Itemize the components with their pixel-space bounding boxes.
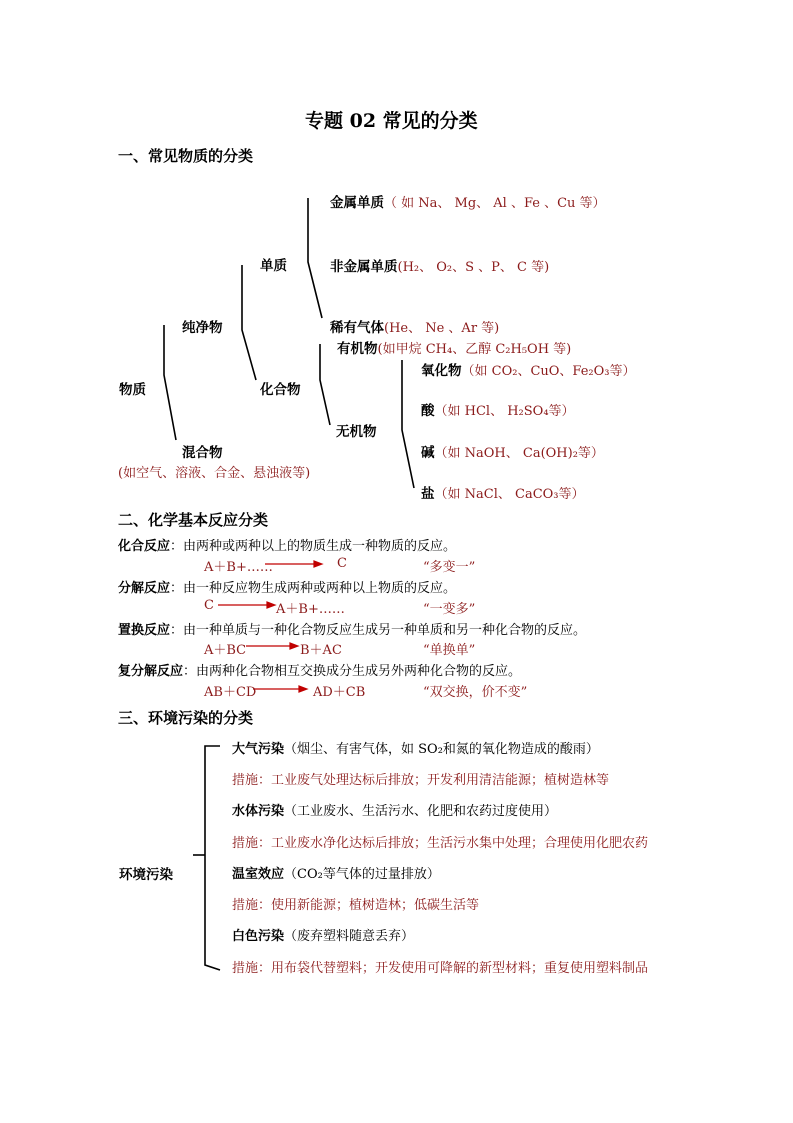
oxide-label: 氧化物 (421, 363, 462, 379)
pollution-measure: 措施：工业废水净化达标后排放；生活污水集中处理；合理使用化肥农药 (232, 836, 649, 851)
reaction-decomposition-definition (118, 577, 456, 596)
pollution-measure: 措施：使用新能源；植树造林；低碳生活等 (232, 898, 480, 913)
reaction-right: C (337, 556, 347, 571)
organic-examples: (如甲烷 CH₄、乙醇 C₂H₅OH 等) (377, 342, 572, 357)
pollution-air (232, 738, 599, 757)
tree-branch-inorganic (402, 360, 414, 488)
pollution-measure: 措施：用布袋代替塑料；开发使用可降解的新型材料；重复使用塑料制品 (232, 961, 649, 976)
reaction-motto: “多变一” (423, 560, 476, 575)
pollution-water (232, 800, 557, 819)
pollution-brace (205, 746, 220, 970)
node-acid (421, 399, 575, 419)
node-nonmetal-element (330, 255, 549, 275)
page-title: 专题 02 常见的分类 (305, 110, 478, 132)
arrowhead-double-displacement (299, 686, 307, 692)
pollution-cause: （CO₂等气体的过量排放） (284, 867, 440, 882)
tree-branch-compound (320, 344, 330, 425)
section2-heading: 二、化学基本反应分类 (118, 511, 269, 529)
metal-examples: （ 如 Na、 Mg、 Al 、Fe 、Cu 等） (384, 196, 606, 211)
reaction-displacement-definition (118, 619, 586, 638)
reaction-label: 分解反应 (118, 581, 171, 596)
tree-branch-element (308, 198, 322, 318)
reaction-motto: “一变多” (423, 602, 476, 617)
reaction-combination-definition (118, 535, 456, 554)
pollution-cause: （烟尘、有害气体，如 SO₂和氮的氧化物造成的酸雨） (284, 742, 599, 757)
reaction-definition: ：由一种反应物生成两种或两种以上物质的反应。 (170, 581, 457, 596)
reaction-label: 复分解反应 (118, 664, 184, 679)
section3-heading: 三、环境污染的分类 (118, 709, 254, 727)
reaction-definition: ：由两种化合物相互交换成分生成另外两种化合物的反应。 (183, 664, 522, 679)
noble-examples: (He、 Ne 、Ar 等) (384, 321, 500, 336)
pollution-name: 温室效应 (232, 867, 285, 882)
oxide-examples: （如 CO₂、CuO、Fe₂O₃等） (461, 364, 636, 379)
noble-label: 稀有气体 (330, 320, 384, 336)
acid-examples: （如 HCl、 H₂SO₄等） (434, 404, 575, 419)
node-mixture: 混合物 (182, 445, 223, 461)
salt-label: 盐 (421, 486, 435, 502)
reaction-definition: ：由两种或两种以上的物质生成一种物质的反应。 (170, 539, 457, 554)
node-matter: 物质 (119, 382, 146, 398)
section1-heading: 一、常见物质的分类 (118, 147, 254, 165)
nonmetal-label: 非金属单质 (330, 259, 398, 275)
acid-label: 酸 (421, 403, 435, 419)
pollution-root: 环境污染 (119, 867, 173, 883)
arrowhead-decomposition (267, 602, 275, 608)
base-examples: （如 NaOH、 Ca(OH)₂等） (434, 446, 604, 461)
node-metal-element (330, 191, 606, 211)
reaction-left: C (204, 598, 214, 613)
arrowhead-combination (314, 561, 322, 567)
reaction-motto: “双交换，价不变” (423, 685, 528, 700)
salt-examples: （如 NaCl、 CaCO₃等） (434, 487, 585, 502)
node-salt (421, 482, 585, 502)
pollution-cause: （工业废水、生活污水、化肥和农药过度使用） (284, 804, 558, 819)
reaction-motto: “单换单” (423, 643, 476, 658)
tree-branch-matter (164, 325, 176, 440)
node-inorganic: 无机物 (336, 424, 377, 440)
pollution-name: 水体污染 (232, 804, 285, 819)
reaction-right: A＋B+…… (276, 602, 345, 617)
reaction-label: 化合反应 (118, 539, 171, 554)
reaction-double-displacement-definition (118, 660, 521, 679)
tree-branch-pure (242, 265, 256, 380)
node-compound: 化合物 (260, 382, 301, 398)
metal-label: 金属单质 (330, 195, 384, 211)
pollution-white (232, 925, 414, 944)
reaction-left: AB＋CD (204, 685, 257, 700)
nonmetal-examples: (H₂、 O₂、S 、P、 C 等) (397, 260, 550, 275)
mixture-examples: (如空气、溶液、合金、悬浊液等) (118, 466, 311, 481)
pollution-name: 大气污染 (232, 742, 285, 757)
reaction-left: A＋BC (204, 643, 247, 658)
arrowhead-displacement (290, 643, 298, 649)
reaction-definition: ：由一种单质与一种化合物反应生成另一种单质和另一种化合物的反应。 (170, 623, 587, 638)
node-organic (337, 337, 571, 357)
organic-label: 有机物 (337, 341, 378, 357)
reaction-left: A＋B+…… (204, 560, 273, 575)
pollution-cause: （废弃塑料随意丢弃） (284, 929, 415, 944)
node-noble-gas (330, 316, 499, 336)
node-element: 单质 (260, 258, 287, 274)
node-pure-substance: 纯净物 (182, 320, 223, 336)
base-label: 碱 (421, 445, 435, 461)
node-base (421, 441, 604, 461)
node-oxide (421, 359, 636, 379)
reaction-label: 置换反应 (118, 623, 171, 638)
reaction-right: B＋AC (300, 643, 342, 658)
pollution-measure: 措施：工业废气处理达标后排放；开发利用清洁能源；植树造林等 (232, 773, 610, 788)
pollution-greenhouse (232, 863, 440, 882)
pollution-name: 白色污染 (232, 929, 285, 944)
reaction-right: AD＋CB (313, 685, 366, 700)
